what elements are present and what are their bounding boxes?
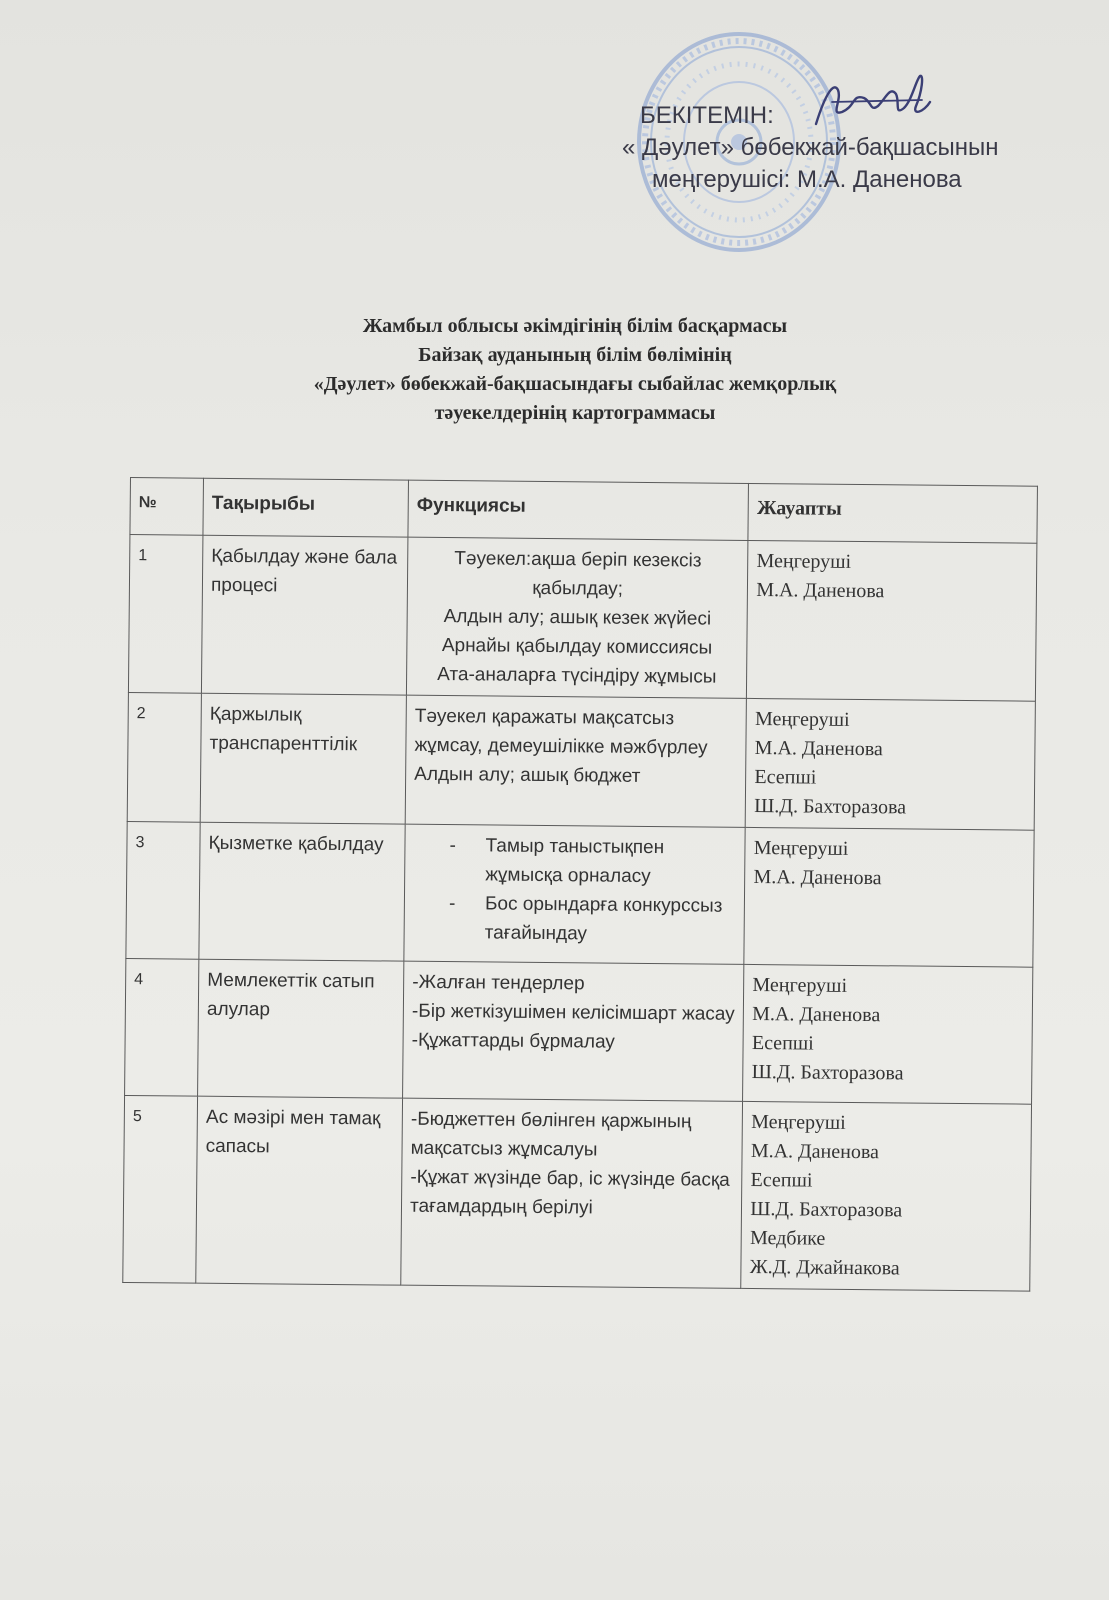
header-function: Функциясы bbox=[408, 480, 749, 540]
cell-function bbox=[401, 1098, 743, 1288]
responsible-line: Меңгеруші bbox=[754, 708, 850, 731]
cell-no: 2 bbox=[127, 692, 201, 822]
header-responsible: Жауапты bbox=[748, 483, 1037, 543]
function-line: -Жалған тендерлер bbox=[412, 971, 585, 995]
function-line: -Құжат жүзінде бар, іс жүзінде басқа тағамдардың берілуі bbox=[409, 1166, 730, 1219]
responsible-line: Ж.Д. Джайнакова bbox=[749, 1255, 900, 1280]
function-line: -Құжаттарды бұрмалау bbox=[411, 1029, 615, 1053]
table-row bbox=[128, 535, 1036, 702]
approval-organization: « Дәулет» бөбекжай-бақшасынын bbox=[622, 134, 999, 161]
function-line: -Бір жеткізушімен келісімшарт жасау bbox=[411, 1000, 735, 1025]
responsible-line: Есепші bbox=[754, 766, 817, 789]
cell-no: 1 bbox=[128, 535, 203, 694]
function-line: Тәуекел қаражаты мақсатсыз жұмсау, демеушілікке мәжбүрлеу bbox=[414, 705, 708, 759]
cell-function bbox=[404, 824, 746, 964]
function-line: -Бюджеттен бөлінген қаржының мақсатсыз жұмсалуы bbox=[410, 1108, 692, 1161]
cell-no: 5 bbox=[123, 1095, 198, 1283]
table-row bbox=[125, 958, 1033, 1104]
table-row bbox=[126, 821, 1034, 967]
header-topic: Тақырыбы bbox=[203, 478, 409, 537]
responsible-line: Ш.Д. Бахторазова bbox=[751, 1060, 904, 1085]
responsible-line: Медбике bbox=[749, 1226, 826, 1250]
document-title bbox=[170, 312, 980, 428]
approval-block bbox=[600, 100, 1070, 196]
function-line: Алдын алу; ашық кезек жүйесі bbox=[443, 606, 712, 630]
responsible-line: М.А. Даненова bbox=[752, 1002, 881, 1027]
cell-responsible bbox=[743, 964, 1033, 1104]
title-line: «Дәулет» бөбекжай-бақшасындағы сыбайлас жемқорлық bbox=[313, 373, 837, 395]
function-list bbox=[413, 831, 737, 950]
cell-topic: Қабылдау және бала процесі bbox=[202, 535, 408, 695]
cell-responsible bbox=[745, 698, 1035, 830]
approval-label: БЕКІТЕМІН: bbox=[640, 102, 774, 129]
responsible-line: Есепші bbox=[750, 1168, 813, 1192]
cell-responsible bbox=[744, 827, 1034, 967]
responsible-line: Меңгеруші bbox=[753, 837, 849, 860]
function-line: Арнайы қабылдау комиссиясы bbox=[441, 635, 713, 659]
cell-function bbox=[403, 961, 745, 1101]
cell-topic: Ас мәзірі мен тамақ сапасы bbox=[196, 1096, 403, 1285]
responsible-line: Меңгеруші bbox=[752, 973, 848, 997]
responsible-line: М.А. Даненова bbox=[750, 1139, 880, 1164]
list-item: - Бос орындарға конкурссыз тағайындау bbox=[449, 889, 737, 950]
cell-topic: Қызметке қабылдау bbox=[199, 822, 405, 961]
table-row bbox=[127, 692, 1035, 830]
responsible-line: М.А. Даненова bbox=[756, 579, 885, 603]
header-no: № bbox=[130, 478, 204, 536]
list-item: - Тамыр таныстықпен жұмысқа орналасу bbox=[449, 831, 737, 892]
cell-no: 3 bbox=[126, 821, 200, 959]
cell-no: 4 bbox=[125, 958, 199, 1096]
responsible-line: Ш.Д. Бахторазова bbox=[750, 1197, 903, 1222]
responsible-line: Есепші bbox=[751, 1031, 814, 1055]
function-line: Ата-аналарға түсіндіру жұмысы bbox=[437, 663, 717, 688]
responsible-line: Ш.Д. Бахторазова bbox=[754, 795, 907, 819]
responsible-line: М.А. Даненова bbox=[754, 737, 883, 761]
cell-topic: Қаржылық транспаренттілік bbox=[200, 693, 406, 824]
approval-head: меңгерушісі: М.А. Даненова bbox=[652, 166, 962, 193]
cell-responsible bbox=[747, 540, 1037, 701]
title-line: Байзақ ауданының білім бөлімінің bbox=[418, 344, 732, 366]
risk-table bbox=[122, 477, 1038, 1292]
function-line: Алдын алу; ашық бюджет bbox=[414, 763, 641, 787]
responsible-line: М.А. Даненова bbox=[753, 866, 882, 890]
cell-function bbox=[405, 695, 746, 827]
title-line: Жамбыл облысы әкімдігінің білім басқармасы bbox=[362, 315, 788, 337]
title-line: тәуекелдерінің картограммасы bbox=[434, 402, 716, 424]
table-row bbox=[123, 1095, 1032, 1291]
cell-function bbox=[406, 537, 748, 698]
cell-topic: Мемлекеттік сатып алулар bbox=[198, 959, 404, 1098]
table-header-row bbox=[130, 478, 1038, 544]
function-line: Тәуекел:ақша беріп кезексіз қабылдау; bbox=[454, 548, 702, 600]
cell-responsible bbox=[741, 1101, 1031, 1291]
responsible-line: Меңгеруші bbox=[756, 550, 852, 573]
responsible-line: Меңгеруші bbox=[751, 1110, 846, 1134]
